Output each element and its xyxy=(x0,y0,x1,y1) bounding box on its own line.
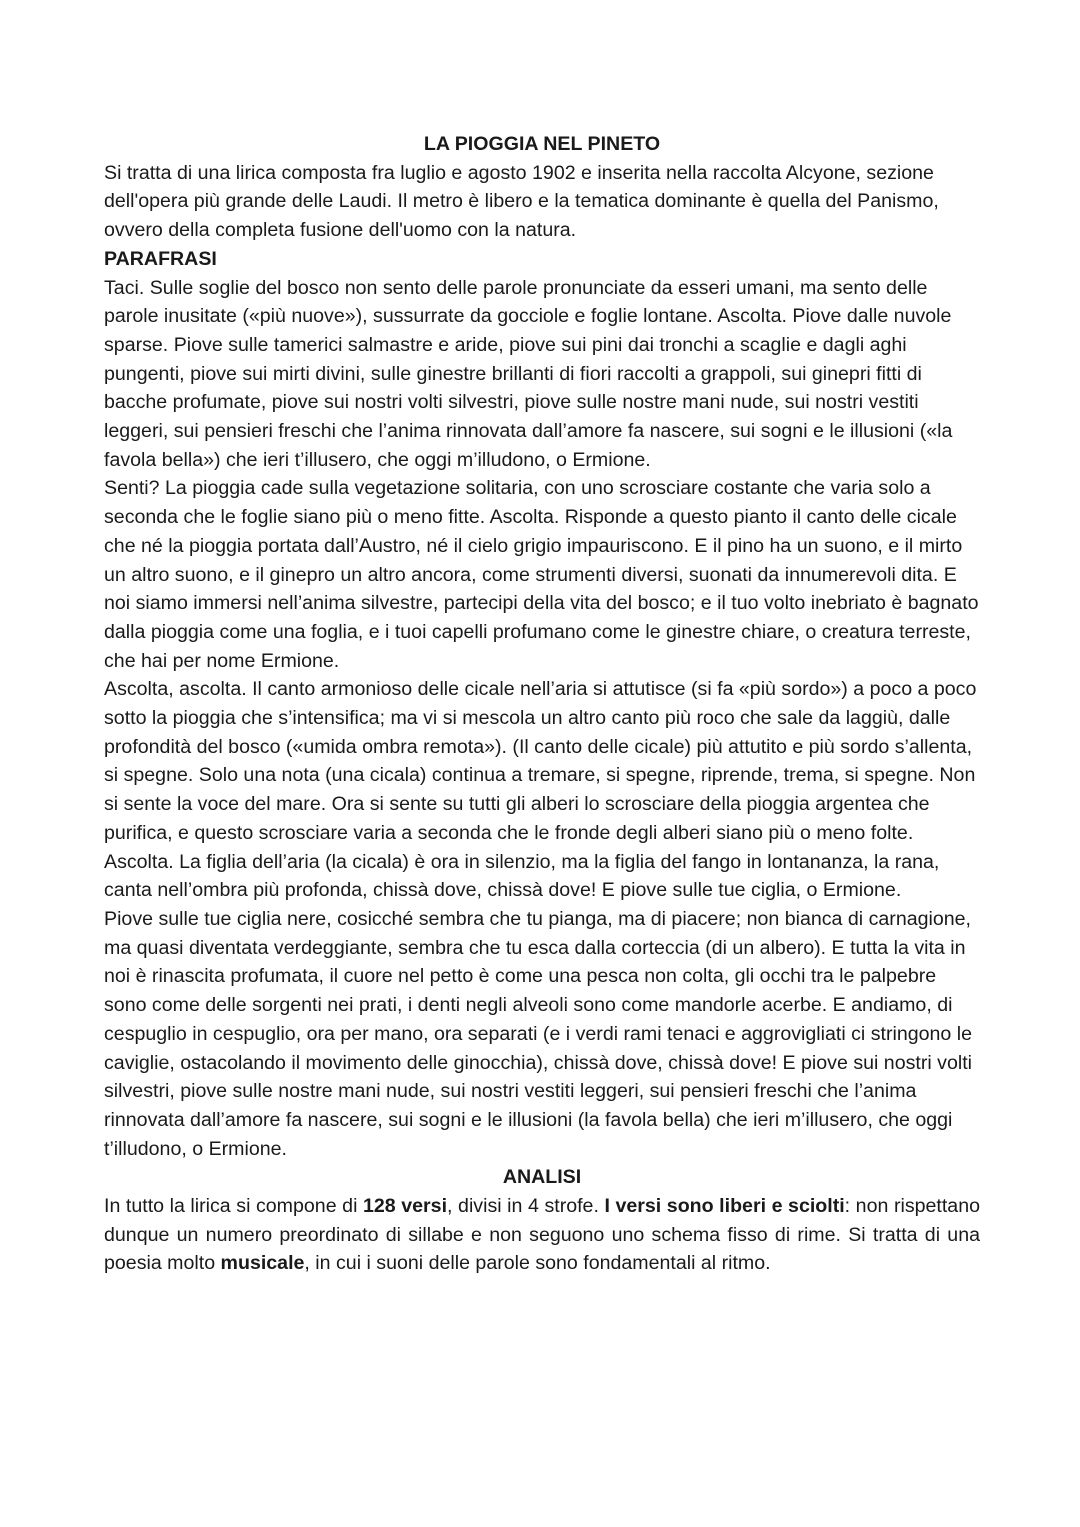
document-page xyxy=(104,130,980,1278)
parafrasi-paragraph-3: Ascolta, ascolta. Il canto armonioso delle cicale nell’aria si attutisce (si fa «più sordo») a poco a poco sotto la pioggia che s’intensifica; ma vi si mescola un altro canto più roco che sale da laggiù, dalle profondità del bosco («umida ombra remota»). (Il canto delle cicale) più attutito e più sordo s’allenta, si spegne. Solo una nota (una cicala) continua a tremare, si spegne, riprende, trema, si spegne. Non si sente la voce del mare. Ora si sente su tutti gli alberi lo scrosciare della pioggia argentea che purifica, e questo scrosciare varia a seconda che le fronde degli alberi siano più o meno folte. Ascolta. La figlia dell’aria (la cicala) è ora in silenzio, ma la figlia del fango in lontananza, la rana, canta nell’ombra più profonda, chissà dove, chissà dove! E piove sulle tue ciglia, o Ermione. xyxy=(104,678,977,902)
analisi-bold-musicale: musicale xyxy=(220,1252,305,1275)
analisi-paragraph xyxy=(104,1192,980,1278)
analisi-text-a: In tutto la lirica si compone di xyxy=(104,1195,363,1218)
intro-paragraph: Si tratta di una lirica composta fra luglio e agosto 1902 e inserita nella raccolta Alcyone, sezione dell'opera più grande delle Laudi. Il metro è libero e la tematica dominante è quella del Panismo, ovvero della completa fusione dell'uomo con la natura. xyxy=(104,161,939,242)
analisi-text-g: , in cui i suoni delle parole sono fondamentali al ritmo. xyxy=(304,1252,771,1275)
analisi-text-c: , divisi in 4 strofe. xyxy=(447,1195,605,1218)
parafrasi-paragraph-1: Taci. Sulle soglie del bosco non sento delle parole pronunciate da esseri umani, ma sento delle parole inusitate («più nuove»), sussurrate da gocciole e foglie lontane. Ascolta. Piove dalle nuvole sparse. Piove sulle tamerici salmastre e aride, piove sui pini dai tronchi a scaglie e dagli aghi pungenti, piove sui mirti divini, sulle ginestre brillanti di fiori raccolti a grappoli, sui ginepri fitti di bacche profumate, piove sui nostri volti silvestri, piove sulle nostre mani nude, sui nostri vestiti leggeri, sui pensieri freschi che l’anima rinnovata dall’amore fa nascere, sui sogni e le illusioni («la favola bella») che ieri t’illusero, che oggi m’illudono, o Ermione. xyxy=(104,276,953,471)
analisi-text-e: : non rispettano dunque un numero preordinato di sillabe e non seguono uno schema fisso di rime. Si tratta di una poesia molto xyxy=(104,1195,980,1275)
analisi-heading: ANALISI xyxy=(502,1166,582,1189)
parafrasi-paragraph-2: Senti? La pioggia cade sulla vegetazione solitaria, con uno scrosciare costante che varia solo a seconda che le foglie siano più o meno fitte. Ascolta. Risponde a questo pianto il canto delle cicale che né la pioggia portata dall’Austro, né il cielo grigio impauriscono. E il pino ha un suono, e il mirto un altro suono, e il ginepro un altro ancora, come strumenti diversi, suonati da innumerevoli dita. E noi siamo immersi nell’anima silvestre, partecipi della vita del bosco; e il tuo volto inebriato è bagnato dalla pioggia come una foglia, e i tuoi capelli profumano come le ginestre chiare, o creatura terreste, che hai per nome Ermione. xyxy=(104,477,979,672)
parafrasi-heading: PARAFRASI xyxy=(104,247,217,270)
analisi-bold-liberi: I versi sono liberi e sciolti xyxy=(604,1195,845,1218)
analisi-bold-versi: 128 versi xyxy=(363,1195,448,1218)
document-title: LA PIOGGIA NEL PINETO xyxy=(423,133,661,155)
parafrasi-paragraph-4: Piove sulle tue ciglia nere, cosicché sembra che tu pianga, ma di piacere; non bianca di carnagione, ma quasi diventata verdeggiante, sembra che tu esca dalla corteccia (di un albero). E tutta la vita in noi è rinascita profumata, il cuore nel petto è come una pesca non colta, gli occhi tra le palpebre sono come delle sorgenti nei prati, i denti negli alveoli sono come mandorle acerbe. E andiamo, di cespuglio in cespuglio, ora per mano, ora separati (e i verdi rami tenaci e aggrovigliati ci stringono le caviglie, ostacolando il movimento delle ginocchia), chissà dove, chissà dove! E piove sui nostri volti silvestri, piove sulle nostre mani nude, sui nostri vestiti leggeri, sui pensieri freschi che l’anima rinnovata dall’amore fa nascere, sui sogni e le illusioni (la favola bella) che ieri m’illusero, che oggi t’illudono, o Ermione. xyxy=(104,907,973,1160)
